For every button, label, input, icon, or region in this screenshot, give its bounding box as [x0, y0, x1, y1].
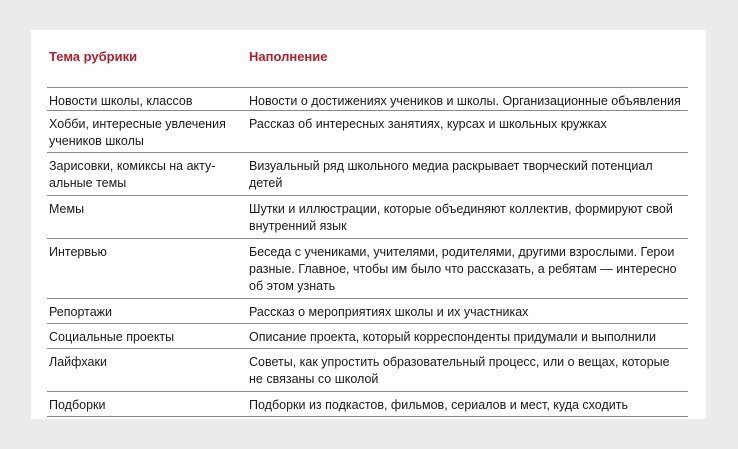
row-topic: Репортажи	[49, 305, 113, 319]
table-row	[47, 88, 688, 111]
row-topic: Хобби, интересные увлечения учеников школы	[49, 117, 226, 148]
table-row	[47, 324, 688, 349]
header-content: Наполнение	[249, 49, 328, 64]
row-content: Визуальный ряд школьного медиа раскрывает творческий потенциал детей	[249, 159, 653, 190]
table-card	[31, 30, 706, 419]
table-row	[47, 349, 688, 392]
row-content: Новости о достижениях учеников и школы. Организационные объявления	[249, 94, 681, 108]
row-content: Рассказ об интересных занятиях, курсах и школьных кружках	[249, 117, 607, 131]
row-topic: Мемы	[49, 202, 85, 216]
table-row	[47, 111, 688, 153]
row-topic: Социальные проекты	[49, 330, 175, 344]
row-content: Описание проекта, который корреспонденты придумали и выполнили	[249, 330, 656, 344]
row-content: Беседа с учениками, учителями, родителями, другими взрослыми. Герои разные. Главное, чтобы им было что рассказать, а ребятам — интересно об этом узнать	[249, 245, 677, 293]
table-row	[47, 392, 688, 417]
row-topic: Подборки	[49, 398, 106, 412]
row-topic: Зарисовки, комиксы на актуальные темы	[49, 159, 216, 190]
row-content: Шутки и иллюстрации, которые объединяют коллектив, формируют свой внутренний язык	[249, 202, 673, 233]
row-topic: Лайфхаки	[49, 355, 107, 369]
table-row	[47, 153, 688, 196]
header-topic: Тема рубрики	[49, 49, 138, 64]
table-row	[47, 239, 688, 299]
row-content: Подборки из подкастов, фильмов, сериалов и мест, куда сходить	[249, 398, 628, 412]
row-content: Советы, как упростить образовательный процесс, или о вещах, которые не связаны со школой	[249, 355, 670, 386]
table-header	[47, 48, 688, 88]
table-body	[47, 88, 688, 417]
table-row	[47, 299, 688, 324]
row-content: Рассказ о мероприятиях школы и их участниках	[249, 305, 529, 319]
row-topic: Новости школы, классов	[49, 94, 193, 108]
row-topic: Интервью	[49, 245, 107, 259]
table-row	[47, 196, 688, 239]
